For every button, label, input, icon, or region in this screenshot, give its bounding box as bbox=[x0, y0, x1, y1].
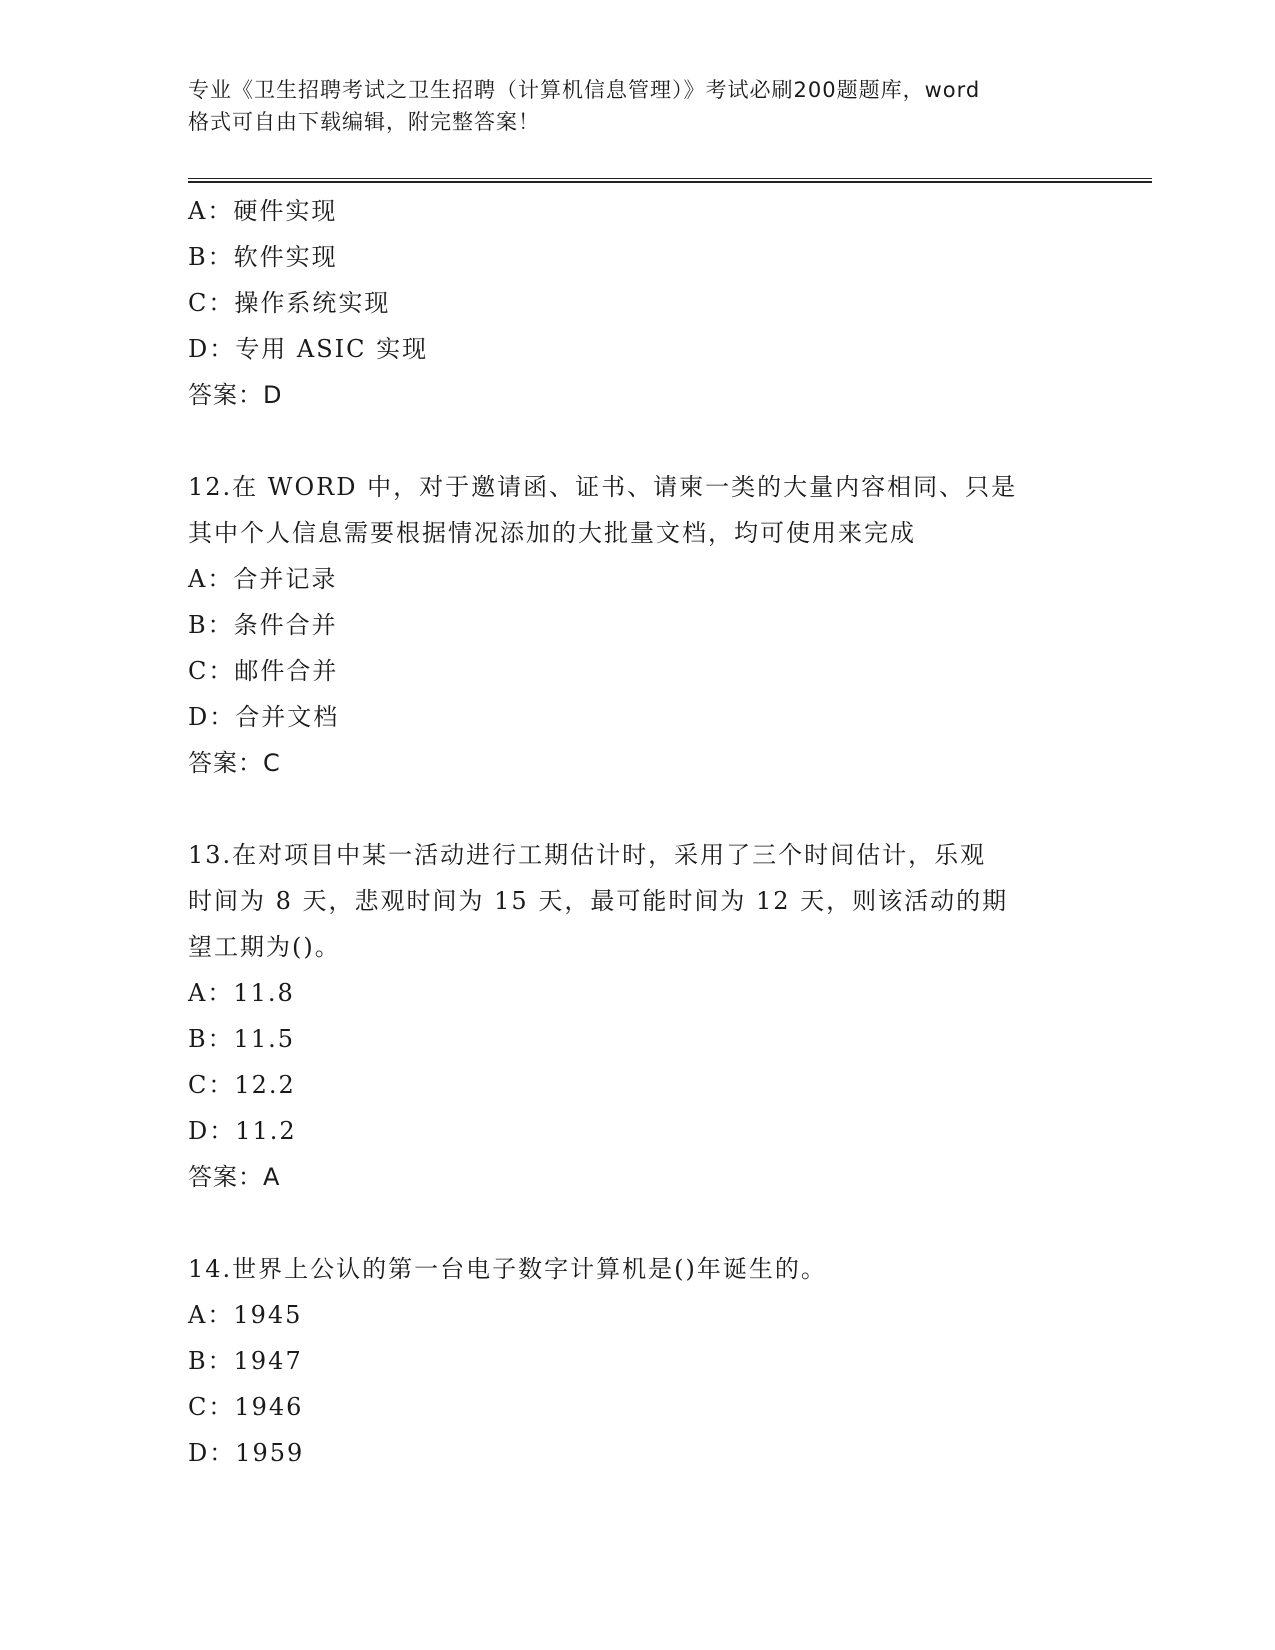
option-c: C：12.2 bbox=[188, 1071, 296, 1099]
header-line-2: 格式可自由下载编辑，附完整答案！ bbox=[188, 110, 540, 134]
header-line-1: 专业《卫生招聘考试之卫生招聘（计算机信息管理）》考试必刷200题题库，word bbox=[188, 78, 981, 102]
option-d: D：合并文档 bbox=[188, 703, 340, 731]
question-gap bbox=[188, 1200, 1088, 1246]
header-rule-thick bbox=[188, 181, 1152, 183]
question-13-text-line-3: 望工期为()。 bbox=[188, 933, 341, 961]
header-rule-thin bbox=[188, 178, 1152, 179]
answer-line: 答案：C bbox=[188, 749, 281, 777]
option-c: C：操作系统实现 bbox=[188, 289, 391, 317]
option-d: D：1959 bbox=[188, 1439, 305, 1467]
question-13-text-line-2: 时间为 8 天，悲观时间为 15 天，最可能时间为 12 天，则该活动的期 bbox=[188, 887, 1009, 915]
option-b: B：条件合并 bbox=[188, 611, 338, 639]
option-c: C：邮件合并 bbox=[188, 657, 339, 685]
option-a: A：硬件实现 bbox=[188, 197, 338, 225]
question-content bbox=[188, 188, 1088, 1476]
option-a: A：1945 bbox=[188, 1301, 303, 1329]
answer-line: 答案：A bbox=[188, 1163, 281, 1191]
question-gap bbox=[188, 786, 1088, 832]
question-13-text-line-1: 13.在对项目中某一活动进行工期估计时，采用了三个时间估计，乐观 bbox=[188, 841, 987, 869]
option-b: B：软件实现 bbox=[188, 243, 338, 271]
option-b: B：11.5 bbox=[188, 1025, 296, 1053]
option-a: A：合并记录 bbox=[188, 565, 338, 593]
option-a: A：11.8 bbox=[188, 979, 295, 1007]
document-header bbox=[188, 74, 1108, 138]
question-14-text-line-1: 14.世界上公认的第一台电子数字计算机是()年诞生的。 bbox=[188, 1255, 827, 1283]
option-d: D：11.2 bbox=[188, 1117, 297, 1145]
answer-line: 答案：D bbox=[188, 381, 283, 409]
option-b: B：1947 bbox=[188, 1347, 303, 1375]
question-12-text-line-1: 12.在 WORD 中，对于邀请函、证书、请柬一类的大量内容相同、只是 bbox=[188, 473, 1018, 501]
option-c: C：1946 bbox=[188, 1393, 304, 1421]
question-gap bbox=[188, 418, 1088, 464]
question-12-text-line-2: 其中个人信息需要根据情况添加的大批量文档，均可使用来完成 bbox=[188, 519, 916, 547]
option-d: D：专用 ASIC 实现 bbox=[188, 335, 429, 363]
